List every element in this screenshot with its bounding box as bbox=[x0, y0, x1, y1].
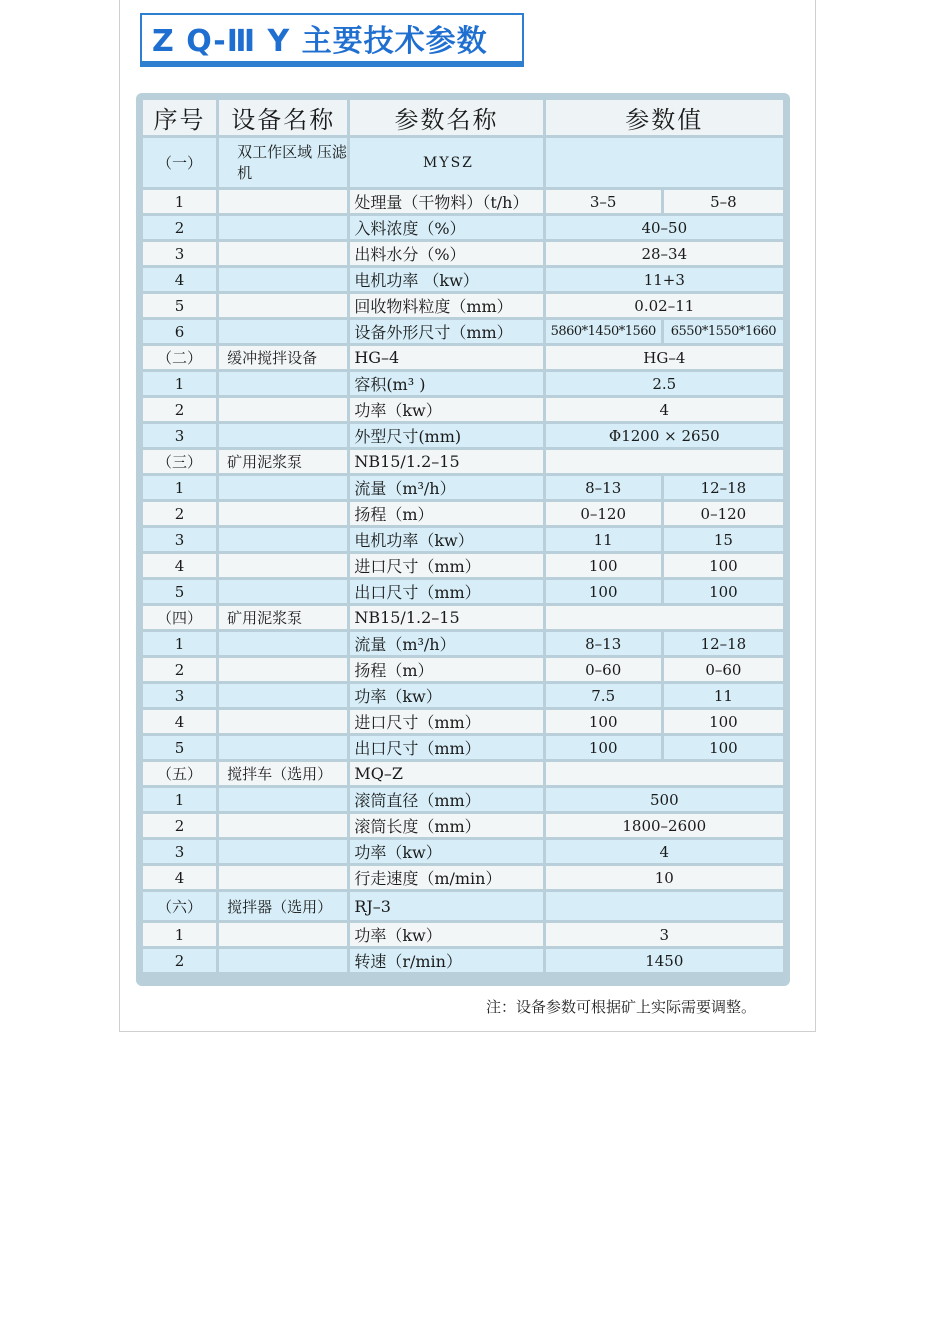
row-device-name: 缓冲搅拌设备 bbox=[219, 346, 347, 369]
row-device-name bbox=[219, 840, 347, 863]
row-param-value: 100 bbox=[664, 736, 783, 759]
row-device-name bbox=[219, 294, 347, 317]
row-param-value: 12–18 bbox=[664, 632, 783, 655]
table-row bbox=[143, 762, 783, 785]
row-param-value: 0–60 bbox=[546, 658, 661, 681]
row-device-name: 双工作区域 压滤机 bbox=[219, 138, 347, 187]
row-param-name: 扬程（m） bbox=[350, 502, 542, 525]
row-index: 2 bbox=[143, 502, 216, 525]
row-param-name: NB15/1.2–15 bbox=[350, 450, 542, 473]
row-index: 3 bbox=[143, 684, 216, 707]
table-row bbox=[143, 554, 783, 577]
table-row bbox=[143, 840, 783, 863]
table-row bbox=[143, 138, 783, 187]
row-param-value: 11 bbox=[664, 684, 783, 707]
row-param-value: 8–13 bbox=[546, 476, 661, 499]
table-row bbox=[143, 320, 783, 343]
table-row bbox=[143, 372, 783, 395]
row-param-value bbox=[546, 450, 783, 473]
title-underline bbox=[140, 61, 524, 67]
row-param-value: 100 bbox=[546, 710, 661, 733]
table-row bbox=[143, 892, 783, 920]
table-header-row bbox=[143, 100, 783, 135]
row-index: 2 bbox=[143, 658, 216, 681]
row-index: （三） bbox=[143, 450, 216, 473]
row-device-name bbox=[219, 814, 347, 837]
table-row bbox=[143, 736, 783, 759]
row-param-value: 5–8 bbox=[664, 190, 783, 213]
table-row bbox=[143, 346, 783, 369]
row-device-name bbox=[219, 476, 347, 499]
row-param-name: 功率（kw） bbox=[350, 684, 542, 707]
table-row bbox=[143, 450, 783, 473]
row-param-name: 功率（kw） bbox=[350, 840, 542, 863]
page-title: Z Q-Ⅲ Y 主要技术参数 bbox=[152, 24, 488, 59]
header-param-value: 参数值 bbox=[546, 100, 783, 135]
row-index: 4 bbox=[143, 554, 216, 577]
row-param-value: 28–34 bbox=[546, 242, 783, 265]
row-device-name bbox=[219, 528, 347, 551]
row-param-value: 4 bbox=[546, 840, 783, 863]
row-param-name: 功率（kw） bbox=[350, 923, 542, 946]
table-row bbox=[143, 398, 783, 421]
row-device-name: 搅拌器（选用） bbox=[219, 892, 347, 920]
row-param-value: 8–13 bbox=[546, 632, 661, 655]
spec-table bbox=[140, 97, 786, 975]
header-param-name: 参数名称 bbox=[350, 100, 542, 135]
row-param-value: 0–60 bbox=[664, 658, 783, 681]
row-param-name: 出口尺寸（mm） bbox=[350, 580, 542, 603]
table-row bbox=[143, 923, 783, 946]
row-device-name bbox=[219, 320, 347, 343]
row-param-name: 进口尺寸（mm） bbox=[350, 554, 542, 577]
table-row bbox=[143, 216, 783, 239]
row-param-value: 5860*1450*1560 bbox=[546, 320, 661, 343]
table-row bbox=[143, 580, 783, 603]
row-index: 2 bbox=[143, 814, 216, 837]
row-index: 1 bbox=[143, 923, 216, 946]
row-param-name: 功率（kw） bbox=[350, 398, 542, 421]
row-param-name: 电机功率（kw） bbox=[350, 528, 542, 551]
row-param-name: 处理量（干物料）（t/h） bbox=[350, 190, 542, 213]
row-index: 1 bbox=[143, 476, 216, 499]
row-index: （二） bbox=[143, 346, 216, 369]
row-param-value: 100 bbox=[664, 710, 783, 733]
row-param-name: RJ–3 bbox=[350, 892, 542, 920]
row-index: 3 bbox=[143, 528, 216, 551]
row-param-value: 1800–2600 bbox=[546, 814, 783, 837]
row-param-name: 电机功率 （kw） bbox=[350, 268, 542, 291]
row-param-value: Φ1200 × 2650 bbox=[546, 424, 783, 447]
table-row bbox=[143, 658, 783, 681]
row-param-value: 4 bbox=[546, 398, 783, 421]
row-index: 1 bbox=[143, 788, 216, 811]
table-row bbox=[143, 242, 783, 265]
row-param-name: 流量（m³/h） bbox=[350, 632, 542, 655]
row-param-value: 100 bbox=[546, 580, 661, 603]
row-param-name: HG–4 bbox=[350, 346, 542, 369]
row-param-value: 100 bbox=[664, 580, 783, 603]
table-row bbox=[143, 788, 783, 811]
row-device-name bbox=[219, 923, 347, 946]
row-param-value: 6550*1550*1660 bbox=[664, 320, 783, 343]
row-index: 5 bbox=[143, 294, 216, 317]
row-param-value: 15 bbox=[664, 528, 783, 551]
row-param-value: 500 bbox=[546, 788, 783, 811]
row-index: 5 bbox=[143, 580, 216, 603]
row-param-value: 2.5 bbox=[546, 372, 783, 395]
row-index: 4 bbox=[143, 710, 216, 733]
header-index: 序号 bbox=[143, 100, 216, 135]
row-device-name bbox=[219, 242, 347, 265]
row-param-name: 转速（r/min） bbox=[350, 949, 542, 972]
table-row bbox=[143, 528, 783, 551]
row-param-value: HG–4 bbox=[546, 346, 783, 369]
row-index: （六） bbox=[143, 892, 216, 920]
table-row bbox=[143, 814, 783, 837]
row-index: 1 bbox=[143, 632, 216, 655]
footnote: 注：设备参数可根据矿上实际需要调整。 bbox=[486, 998, 757, 1016]
row-param-value: 12–18 bbox=[664, 476, 783, 499]
row-param-value: 0–120 bbox=[664, 502, 783, 525]
table-row bbox=[143, 684, 783, 707]
row-index: 3 bbox=[143, 242, 216, 265]
row-param-name: 容积(m³ ) bbox=[350, 372, 542, 395]
header-device-name: 设备名称 bbox=[219, 100, 347, 135]
row-param-name: 滚筒直径（mm） bbox=[350, 788, 542, 811]
table-row bbox=[143, 949, 783, 972]
row-param-value: 10 bbox=[546, 866, 783, 889]
row-param-name: NB15/1.2–15 bbox=[350, 606, 542, 629]
row-param-value: 0–120 bbox=[546, 502, 661, 525]
row-device-name bbox=[219, 372, 347, 395]
row-param-value bbox=[546, 762, 783, 785]
row-param-value: 7.5 bbox=[546, 684, 661, 707]
row-device-name bbox=[219, 866, 347, 889]
row-param-name: 进口尺寸（mm） bbox=[350, 710, 542, 733]
row-param-value bbox=[546, 138, 783, 187]
row-param-name: 滚筒长度（mm） bbox=[350, 814, 542, 837]
row-device-name: 矿用泥浆泵 bbox=[219, 450, 347, 473]
row-device-name bbox=[219, 736, 347, 759]
row-param-value: 100 bbox=[546, 736, 661, 759]
row-index: （一） bbox=[143, 138, 216, 187]
row-device-name bbox=[219, 684, 347, 707]
row-device-name bbox=[219, 424, 347, 447]
row-device-name bbox=[219, 502, 347, 525]
row-device-name bbox=[219, 632, 347, 655]
row-device-name bbox=[219, 554, 347, 577]
row-param-value: 11+3 bbox=[546, 268, 783, 291]
table-row bbox=[143, 710, 783, 733]
row-index: 4 bbox=[143, 268, 216, 291]
row-param-value: 40–50 bbox=[546, 216, 783, 239]
row-index: 1 bbox=[143, 372, 216, 395]
table-row bbox=[143, 476, 783, 499]
row-index: （五） bbox=[143, 762, 216, 785]
row-device-name: 搅拌车（选用） bbox=[219, 762, 347, 785]
row-index: 5 bbox=[143, 736, 216, 759]
row-param-value: 100 bbox=[546, 554, 661, 577]
row-param-value bbox=[546, 606, 783, 629]
row-index: 3 bbox=[143, 840, 216, 863]
row-index: 2 bbox=[143, 216, 216, 239]
table-row bbox=[143, 268, 783, 291]
row-param-value: 3 bbox=[546, 923, 783, 946]
row-device-name bbox=[219, 949, 347, 972]
row-param-name: 扬程（m） bbox=[350, 658, 542, 681]
row-index: 4 bbox=[143, 866, 216, 889]
row-index: （四） bbox=[143, 606, 216, 629]
table-row bbox=[143, 190, 783, 213]
row-device-name bbox=[219, 190, 347, 213]
row-param-name: MYSZ bbox=[350, 138, 542, 187]
row-param-name: 回收物料粒度（mm） bbox=[350, 294, 542, 317]
row-param-name: 入料浓度（%） bbox=[350, 216, 542, 239]
row-param-name: 出口尺寸（mm） bbox=[350, 736, 542, 759]
row-param-value: 3–5 bbox=[546, 190, 661, 213]
row-device-name bbox=[219, 268, 347, 291]
row-index: 2 bbox=[143, 949, 216, 972]
row-param-name: 行走速度（m/min） bbox=[350, 866, 542, 889]
row-param-name: 出料水分（%） bbox=[350, 242, 542, 265]
title-box bbox=[140, 13, 524, 63]
row-device-name bbox=[219, 216, 347, 239]
row-param-value: 1450 bbox=[546, 949, 783, 972]
table-row bbox=[143, 866, 783, 889]
row-device-name bbox=[219, 788, 347, 811]
row-param-name: MQ–Z bbox=[350, 762, 542, 785]
table-row bbox=[143, 606, 783, 629]
row-param-value: 11 bbox=[546, 528, 661, 551]
row-index: 1 bbox=[143, 190, 216, 213]
row-param-value: 0.02–11 bbox=[546, 294, 783, 317]
row-index: 2 bbox=[143, 398, 216, 421]
row-index: 6 bbox=[143, 320, 216, 343]
table-row bbox=[143, 632, 783, 655]
row-param-name: 流量（m³/h） bbox=[350, 476, 542, 499]
row-index: 3 bbox=[143, 424, 216, 447]
row-device-name: 矿用泥浆泵 bbox=[219, 606, 347, 629]
row-device-name bbox=[219, 398, 347, 421]
table-row bbox=[143, 502, 783, 525]
row-device-name bbox=[219, 580, 347, 603]
row-param-name: 设备外形尺寸（mm） bbox=[350, 320, 542, 343]
row-param-name: 外型尺寸(mm) bbox=[350, 424, 542, 447]
table-row bbox=[143, 294, 783, 317]
row-param-value: 100 bbox=[664, 554, 783, 577]
row-device-name bbox=[219, 710, 347, 733]
row-device-name bbox=[219, 658, 347, 681]
spec-table-frame bbox=[136, 93, 790, 986]
table-row bbox=[143, 424, 783, 447]
row-param-value bbox=[546, 892, 783, 920]
